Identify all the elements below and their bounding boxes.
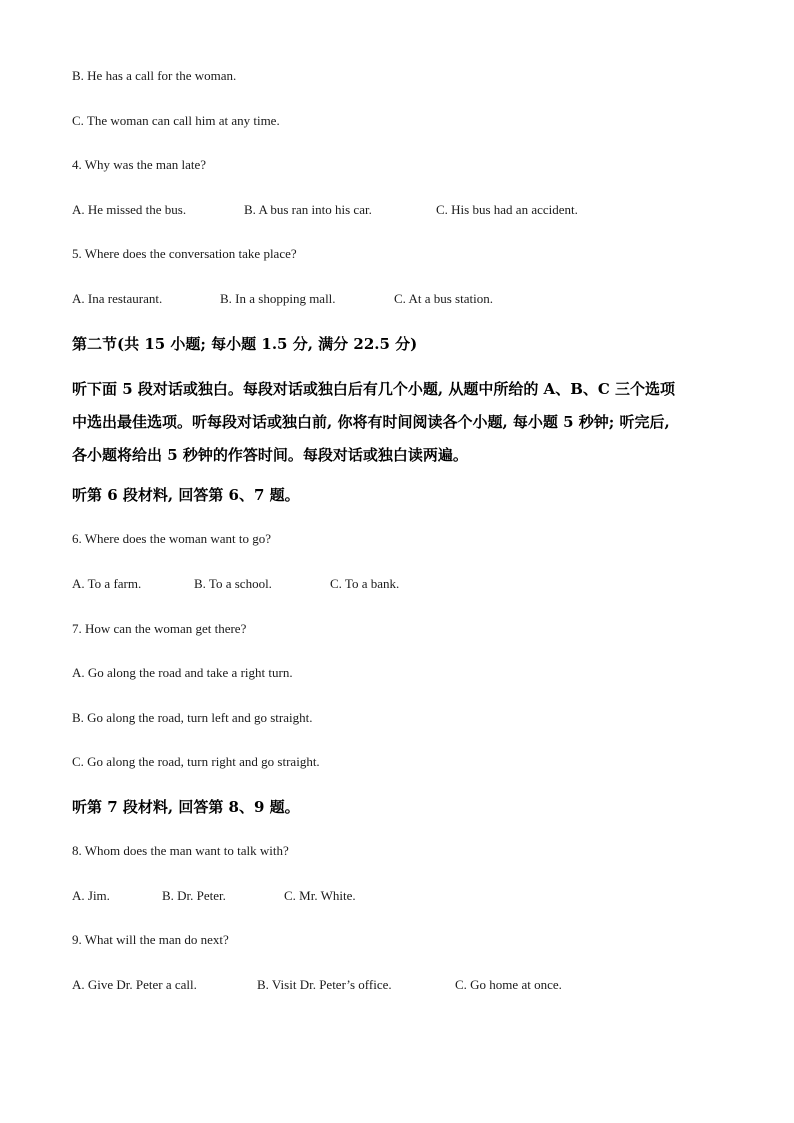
q7-option-a: A. Go along the road and take a right turn. [72, 665, 293, 680]
q6-option-a: A. To a farm. [72, 576, 142, 591]
passage6-heading: 听第 6 段材料, 回答第 6、7 题。 [72, 486, 300, 504]
q5-question: 5. Where does the conversation take place? [72, 246, 297, 261]
q8-option-a: A. Jim. [72, 888, 110, 903]
q7-option-b: B. Go along the road, turn left and go straight. [72, 710, 313, 725]
q4-option-a: A. He missed the bus. [72, 202, 187, 217]
q7-question: 7. How can the woman get there? [72, 621, 247, 636]
q6-option-c: C. To a bank. [330, 576, 400, 591]
q9-option-c: C. Go home at once. [455, 977, 562, 992]
q4-option-c: C. His bus had an accident. [436, 202, 578, 217]
q8-option-b: B. Dr. Peter. [162, 888, 226, 903]
q8-option-c: C. Mr. White. [284, 888, 356, 903]
q6-option-b: B. To a school. [194, 576, 272, 591]
section2-instructions [72, 373, 724, 472]
section2-title: 第二节(共 15 小题; 每小题 1.5 分, 满分 22.5 分) [72, 335, 418, 353]
instructions-line-1: 听下面 5 段对话或独白。每段对话或独白后有几个小题, 从题中所给的 A、B、C 三个选项 [72, 380, 676, 398]
q5-option-b: B. In a shopping mall. [220, 291, 336, 306]
q5-option-a: A. Ina restaurant. [72, 291, 163, 306]
q9-option-a: A. Give Dr. Peter a call. [72, 977, 197, 992]
q3-option-b: B. He has a call for the woman. [72, 68, 237, 83]
q8-question: 8. Whom does the man want to talk with? [72, 843, 289, 858]
q5-option-c: C. At a bus station. [394, 291, 493, 306]
instructions-line-2: 中选出最佳选项。听每段对话或独白前, 你将有时间阅读各个小题, 每小题 5 秒钟; 听完后, [72, 413, 670, 431]
q6-question: 6. Where does the woman want to go? [72, 531, 272, 546]
passage7-heading: 听第 7 段材料, 回答第 8、9 题。 [72, 798, 300, 816]
q3-option-c: C. The woman can call him at any time. [72, 113, 280, 128]
q9-option-b: B. Visit Dr. Peter’s office. [257, 977, 392, 992]
instructions-line-3: 各小题将给出 5 秒钟的作答时间。每段对话或独白读两遍。 [72, 446, 468, 464]
q9-question: 9. What will the man do next? [72, 932, 229, 947]
q4-question: 4. Why was the man late? [72, 157, 207, 172]
q7-option-c: C. Go along the road, turn right and go straight. [72, 754, 320, 769]
q4-option-b: B. A bus ran into his car. [244, 202, 372, 217]
